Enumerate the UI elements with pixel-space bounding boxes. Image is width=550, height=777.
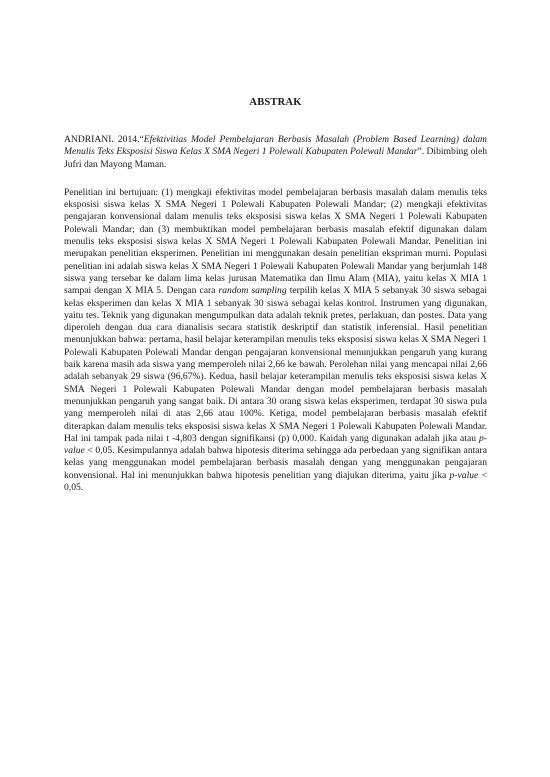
body-text-part-4: < 0,05.: [64, 469, 488, 494]
citation-paragraph: [64, 134, 487, 171]
citation-author-year: ANDRIANI. 2014.: [64, 134, 140, 145]
body-term-p-value-2: p-value: [449, 469, 479, 481]
citation-supervisors: . Dibimbing oleh Jufri dan Mayong Maman.: [64, 146, 488, 170]
citation-title: Efektivitias Model Pembelajaran Berbasis Masalah (Problem Based Learning) dalam Menulis Teks Eksposisi Siswa Kelas X SMA Negeri 1 Polewali Kabupaten Polewali Mandar: [64, 134, 487, 158]
citation-open-quote: “: [139, 134, 144, 145]
body-term-p-value-1: p-value: [64, 432, 487, 457]
body-text-part-2: terpilih kelas X MIA 5 sebanyak 30 siswa sebagai kelas eksperimen dan kelas X MIA 1 sebanyak 30 siswa sebagai kelas kontrol. Instrumen yang digunakan, yaitu tes. Teknik yang digunakan mengumpulkan data adalah teknik pretes, perlakuan, dan postes. Data yang diperoleh dengan dua cara dianalisis secara statistik deskriptif dan statistik inferensial. Hasil penelitian menunjukkan bahwa: pertama, hasil belajar keterampilan menulis teks eksposisi siswa kelas X SMA Negeri 1 Polewali Kabupaten Polewali Mandar dengan pengajaran konvensional menunjukkan pengaruh yang kurang baik karena masih ada siswa yang memperoleh nilai 2,66 ke bawah. Perolehan nilai yang mencapai nilai 2,66 adalah sebanyak 29 siswa (96,67%). Kedua, hasil belajar keterampilan menulis teks eksposisi siswa kelas X SMA Negeri 1 Polewali Kabupaten Polewali Mandar dengan model pembelajaran berbasis masalah menunjukkan pengaruh yang sangat baik. Di antara 30 orang siswa kelas eksperimen, terdapat 30 siswa pula yang memperoleh nilai di atas 2,66 atau 100%. Ketiga, model pembelajaran berbasis masalah efektif diterapkan dalam menulis teks eksposisi siswa kelas X SMA Negeri 1 Polewali Kabupaten Polewali Mandar. Hal ini tampak pada nilai t -4,803 dengan signifikansi (p) 0,000. Kaidah yang digunakan adalah jika atau: [64, 285, 487, 444]
abstract-page: [64, 96, 487, 494]
citation-close-quote: ”: [417, 146, 422, 158]
abstract-body: [64, 187, 487, 494]
body-text-part-1: Penelitian ini bertujuan: (1) mengkaji efektivitas model pembelajaran berbasis masalah dalam menulis teks eksposisi siswa kelas X SMA Negeri 1 Polewali Kabupaten Polewali Mandar; (2) mengkaji efektivitas pengajaran konvensional dalam menulis teks eksposisi siswa kelas X SMA Negeri 1 Polewali Kabupaten Polewali Mandar; dan (3) membuktikan model pembelajaran berbasis masalah efektif digunakan dalam menulis teks eksposisi siswa kelas X SMA Negeri 1 Polewali Kabupaten Polewali Mandar. Penelitian ini merupakan penelitian eksperimen. Penelitian ini menggunakan desain penelitian ekspriman murni. Populasi penelitian ini adalah siswa kelas X SMA Negeri 1 Polewali Kabupaten Polewali Mandar yang berjumlah 148 siswa yang tersebar ke dalam lima kelas jurusan Matematika dan Ilmu Alam (MIA), yaitu kelas X MIA 1 sampai dengan X MIA 5. Dengan cara: [64, 186, 487, 297]
body-term-random-sampling: random sampling: [218, 285, 287, 297]
body-text-part-3: < 0,05. Kesimpulannya adalah bahwa hipotesis diterima sehingga ada perbedaan yang signifikan antara kelas yang menggunakan model pembelajaran berbasis masalah dengan yang menggunakan pengajaran konvensional. Hal ini menunjukkan bahwa hipotesis penelitian yang diajukan diterima, yaitu jika: [64, 445, 487, 481]
page-title: ABSTRAK: [249, 97, 302, 108]
